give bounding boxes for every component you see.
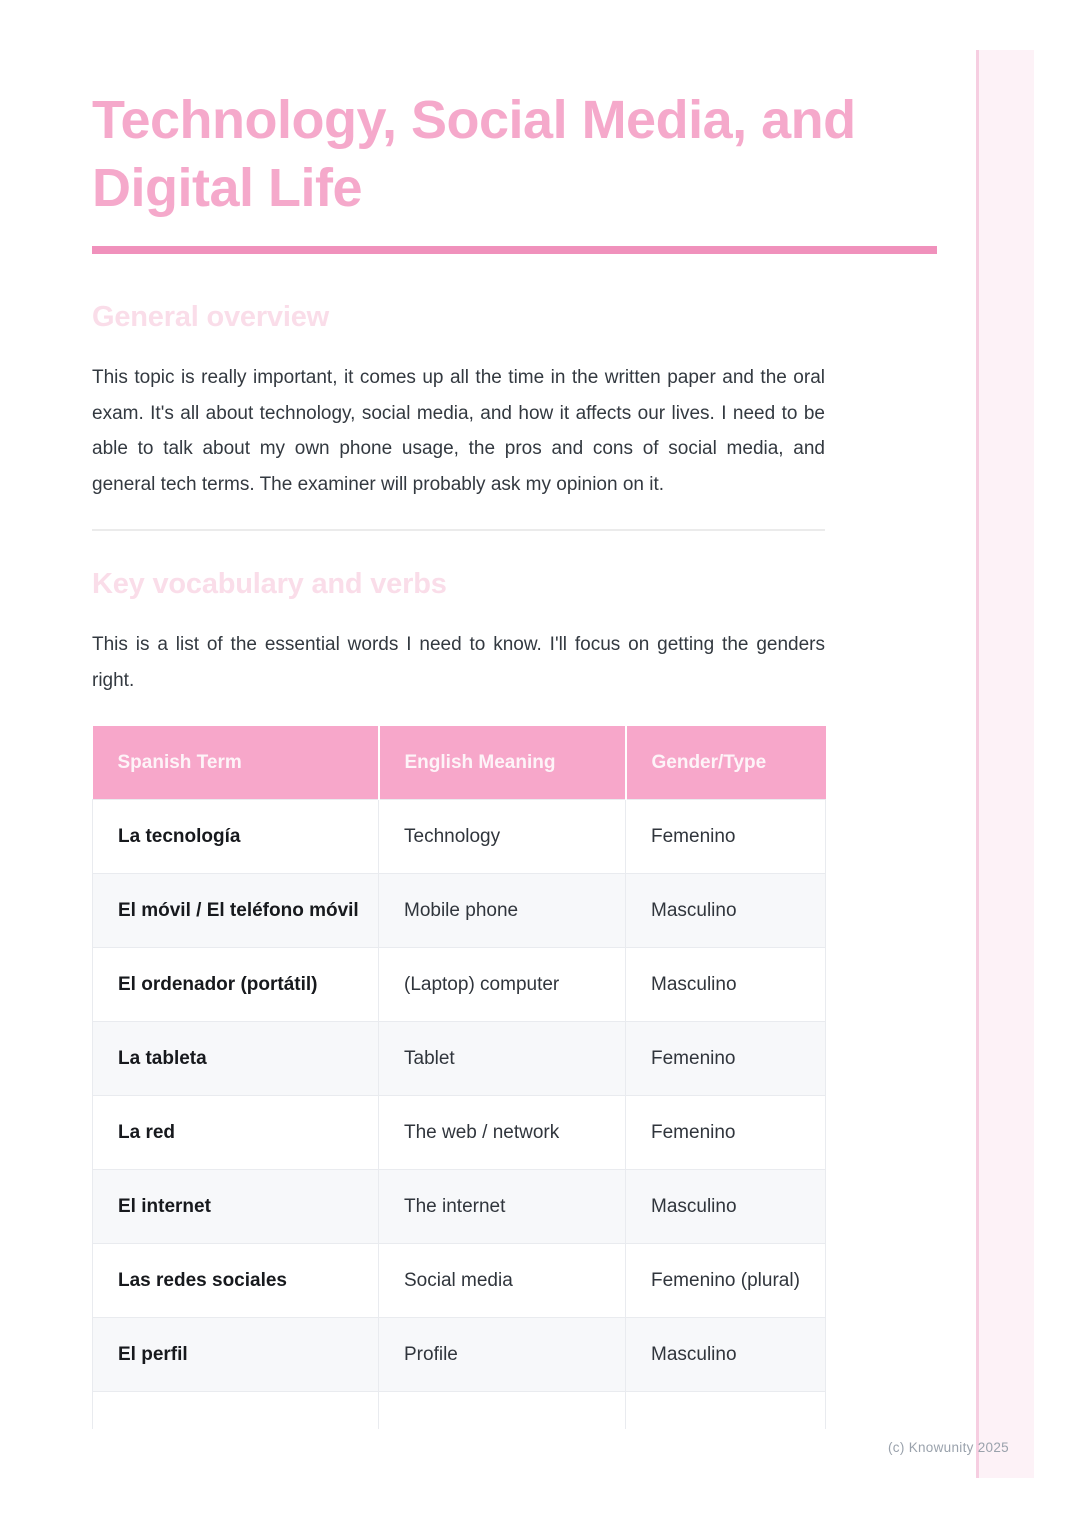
page-content [92,0,938,1429]
gender-type-cell: Femenino [626,800,826,874]
vocab-table-row [93,800,826,874]
spanish-term-cell [93,1392,379,1429]
general-overview-paragraph: This topic is really important, it comes up all the time in the written paper and the oral exam. It's all about technology, social media, and how it affects our lives. I need to be able to talk about my own phone usage, the pros and cons of social media, and general tech terms. The examiner will probably ask my opinion on it. [92,367,825,495]
gender-type-cell: Masculino [626,874,826,948]
vocab-table-row [93,948,826,1022]
column-header-spanish-term: Spanish Term [93,726,379,800]
english-meaning-cell [379,1392,626,1429]
vocab-table-row [93,874,826,948]
spanish-term-cell: La red [93,1096,379,1170]
gender-type-cell [626,1392,826,1429]
english-meaning-cell: Profile [379,1318,626,1392]
spanish-term-cell: El móvil / El teléfono móvil [93,874,379,948]
english-meaning-cell: Social media [379,1244,626,1318]
spanish-term-cell: El internet [93,1170,379,1244]
gender-type-cell: Masculino [626,948,826,1022]
page-title [92,86,938,222]
english-meaning-cell: Tablet [379,1022,626,1096]
gender-type-cell: Masculino [626,1318,826,1392]
page-edge-stripe [976,50,1034,1478]
vocab-table-row [93,1022,826,1096]
english-meaning-cell: (Laptop) computer [379,948,626,1022]
vocab-table-row [93,1170,826,1244]
english-meaning-cell: The internet [379,1170,626,1244]
vocab-table [92,726,826,1429]
section-divider [92,529,825,531]
page-title-line1: Technology, Social Media, and [92,90,856,150]
gender-type-cell: Femenino (plural) [626,1244,826,1318]
column-header-gender-type: Gender/Type [626,726,826,800]
page-title-line2: Digital Life [92,158,363,218]
section-heading-general-overview: General overview [92,301,329,333]
copyright-notice: (c) Knowunity 2025 [888,1440,1009,1455]
spanish-term-cell: La tableta [93,1022,379,1096]
spanish-term-cell: La tecnología [93,800,379,874]
vocab-table-header-row [93,726,826,800]
gender-type-cell: Femenino [626,1096,826,1170]
english-meaning-cell: Technology [379,800,626,874]
spanish-term-cell: Las redes sociales [93,1244,379,1318]
english-meaning-cell: Mobile phone [379,874,626,948]
vocab-table-row [93,1392,826,1429]
column-header-english-meaning: English Meaning [379,726,626,800]
vocab-table-row [93,1318,826,1392]
gender-type-cell: Femenino [626,1022,826,1096]
vocab-table-body [93,800,826,1429]
english-meaning-cell: The web / network [379,1096,626,1170]
spanish-term-cell: El ordenador (portátil) [93,948,379,1022]
vocab-table-row [93,1096,826,1170]
spanish-term-cell: El perfil [93,1318,379,1392]
vocab-table-row [93,1244,826,1318]
key-vocabulary-paragraph: This is a list of the essential words I need to know. I'll focus on getting the genders right. [92,634,825,691]
title-underline-rule [92,246,937,254]
section-heading-key-vocabulary: Key vocabulary and verbs [92,568,447,600]
gender-type-cell: Masculino [626,1170,826,1244]
